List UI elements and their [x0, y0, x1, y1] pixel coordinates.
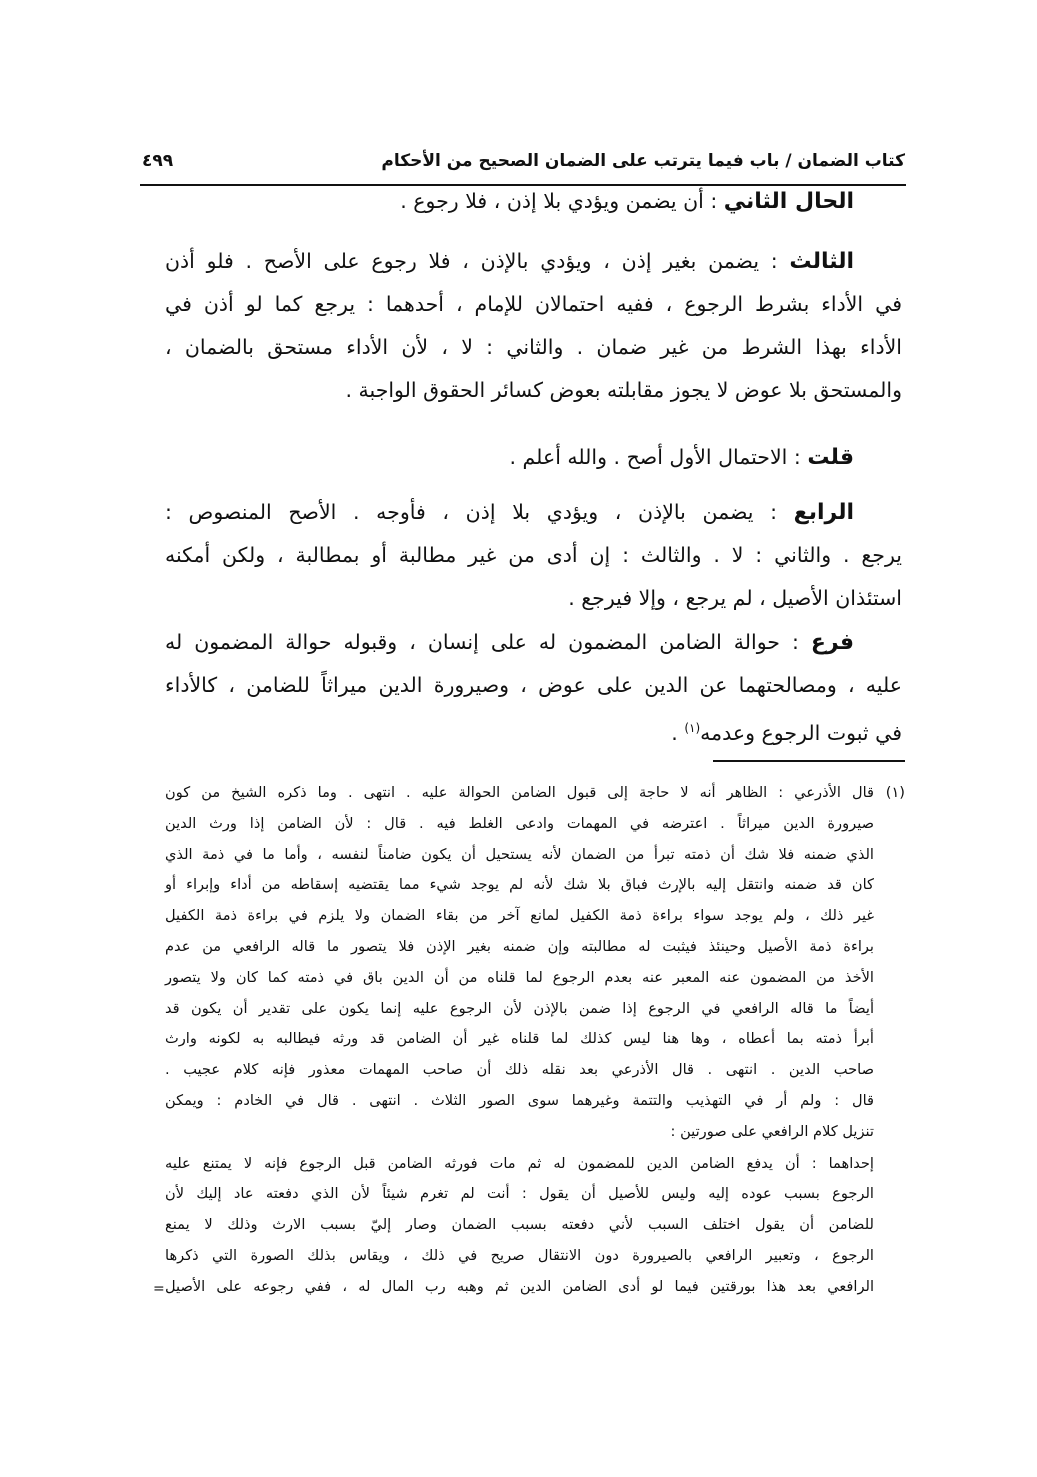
footnote-line-text: كان قد ضمنه وانتقل إليه بالإرث فباق بلا شك لأنه لم يوجد شيء مما يقتضيه إسقاطه من أداء وإبراء أو [165, 876, 874, 894]
text-line [165, 621, 902, 664]
continuation-mark: = [153, 1280, 165, 1297]
footnote-line-text: أبرأ ذمته بما أعطاه ، وها هنا ليس كذلك لما قلناه غير أن الضامن قد ورثه فيطالبه به لكونه وارث [165, 1030, 874, 1048]
footnote-line-text: الرافعي بعد هذا بورقتين فيما لو أدى الضامن الدين ثم وهبه رب المال له ، ففي رجوعه على الأصيل [165, 1277, 874, 1295]
text-line: عليه ، ومصالحتهما عن الدين على عوض ، وصيرورة الدين ميراثاً للضامن ، كالأداء [165, 673, 902, 697]
footnote-line [165, 1210, 905, 1241]
paragraph [165, 240, 902, 412]
paragraph [165, 621, 902, 750]
footnote-line-text: قال : ولم أر في التهذيب والتتمة وغيرهما سوى الصور الثلاث . انتهى . قال في الخادم : ويمكن [165, 1091, 874, 1109]
text-line: استئذان الأصيل ، لم يرجع ، وإلا فيرجع . [568, 586, 902, 610]
footnote-line-text: صيرورة الدين ميراثاً . اعترضه في المهمات وادعى الغلط فيه . قال : لأن الضامن إذا ورث الدين [165, 814, 874, 832]
paragraph-lead: الحال الثاني [723, 189, 854, 214]
footnote-line-text: إحداهما : أن يدفع الضامن الدين للمضمون له ثم مات فورثه الضامن قبل الرجوع فإنه لا يمتنع عليه [165, 1154, 874, 1172]
footnote-line [153, 1272, 905, 1303]
footnote-line [165, 963, 905, 994]
paragraph-lead: فرع [810, 630, 854, 655]
footnote-line-text: أيضاً ما قاله الرافعي في الرجوع إذا ضمن بالإذن لأن الرجوع عليه إنما يكون على تقدير أن يكون قد [165, 999, 874, 1017]
text-line: يرجع . والثاني : لا . والثالث : إن أدى من غير مطالبة أو بمطالبة ، ولكن أمكنه [165, 543, 902, 567]
footnotes [153, 778, 905, 1303]
paragraph-lead: الثالث [789, 249, 854, 274]
line-text: : الاحتمال الأول أصح . والله أعلم . [509, 445, 808, 469]
footnote-line-text: الذي ضمنه فلا شك أن ذمته تبرأ من الضمان لأنه يستحيل أن يكون ضامناً لنفسه ، وأما ما في ذمة الذي [165, 845, 874, 863]
footnote-line-text: الرجوع بسبب عوده إليه وليس للأصيل أن يقول : أنت لم تغرم شيئاً لأن الذي دفعته عاد إليك لأن [165, 1185, 874, 1203]
footnote-line-text: الأخذ من المضمون عنه المعبر عنه بعدم الرجوع لما قلناه من أن الدين باق في ذمته كما كان ولا يتصور [165, 968, 874, 986]
paragraph-lead: قلت [807, 445, 854, 470]
footnote-line [165, 1086, 905, 1117]
paragraph-lead: الرابع [793, 500, 854, 525]
page-header [142, 146, 905, 176]
text-line [165, 436, 902, 479]
footnote-line [165, 1024, 905, 1055]
text-line: الأداء بهذا الشرط من غير ضمان . والثاني : لا ، لأن الأداء مستحق بالضمان ، [165, 335, 902, 359]
footnote-line-text: صاحب الدين . انتهى . قال الأذرعي بعد نقله ذلك أن صاحب المهمات معذور فإنه كلام عجيب . [165, 1061, 874, 1079]
footnote-line [165, 1117, 905, 1148]
footnote-line [165, 994, 905, 1025]
footnote-line-text: قال الأذرعي : الظاهر أنه لا حاجة إلى قبول الضامن الحوالة عليه . انتهى . وما ذكره الشيخ من كون [165, 784, 874, 801]
footnote-line [165, 870, 905, 901]
footnote-reference[interactable]: (١) [684, 721, 701, 735]
line-text: : حوالة الضامن المضمون له على إنسان ، وقبوله حوالة المضمون له [165, 630, 811, 654]
running-title: كتاب الضمان / باب فيما يترتب على الضمان الصحيح من الأحكام [381, 151, 905, 171]
footnote-marker: (١) [885, 784, 905, 801]
footnote-line [165, 1055, 905, 1086]
footnote-separator [713, 760, 905, 762]
text-line: والمستحق بلا عوض لا يجوز مقابلته بعوض كسائر الحقوق الواجبة . [345, 378, 902, 402]
footnote-line [165, 809, 905, 840]
footnote-line-text: الرجوع ، وتعبير الرافعي بالصيرورة دون الانتقال صريح في ذلك ، ويقاس بذلك الصورة التي ذكرها [165, 1246, 874, 1264]
line-text: في ثبوت الرجوع وعدمه [700, 720, 902, 745]
footnote-line [165, 1179, 905, 1210]
paragraph [165, 436, 902, 479]
paragraph [165, 491, 902, 620]
footnote-line-text: براءة ذمة الأصيل وحينئذ فيثبت له مطالبته وإن ضمنه بغير الإذن فلا يتصور ما قاله الرافعي من عدم [165, 937, 874, 955]
line-text: : يضمن بغير إذن ، ويؤدي بالإذن ، فلا رجوع على الأصح . فلو أذن [165, 249, 790, 273]
footnote-line [165, 932, 905, 963]
text-line [165, 707, 902, 750]
line-end: . [671, 720, 685, 745]
text-line: في الأداء بشرط الرجوع ، ففيه احتمالان للإمام ، أحدهما : يرجع كما لو أذن في [165, 292, 902, 316]
paragraph [165, 180, 902, 223]
text-line [165, 180, 902, 223]
footnote-line [165, 840, 905, 871]
footnote-line [165, 901, 905, 932]
footnote-line [165, 778, 905, 809]
text-line [165, 491, 902, 534]
footnote-line-text: تنزيل كلام الرافعي على صورتين : [670, 1122, 874, 1140]
line-text: : أن يضمن ويؤدي بلا إذن ، فلا رجوع . [400, 189, 724, 213]
footnote-line [165, 1149, 905, 1180]
text-line [165, 240, 902, 283]
main-text [165, 180, 902, 750]
footnote-line [165, 1241, 905, 1272]
page-number: ٤٩٩ [142, 151, 174, 171]
footnote-line-text: للضامن أن يقول اختلف السبب لأني دفعته بسبب الضمان وصار إليّ بسبب الارث وذلك لا يمنع [165, 1216, 874, 1234]
line-text: : يضمن بالإذن ، ويؤدي بلا إذن ، فأوجه . الأصح المنصوص : [165, 500, 794, 524]
footnote-line-text: غير ذلك ، ولم يوجد سواء براءة ذمة الكفيل لمانع آخر من بقاء الضمان ولا يلزم في براءة ذمة الكفيل [165, 907, 874, 925]
